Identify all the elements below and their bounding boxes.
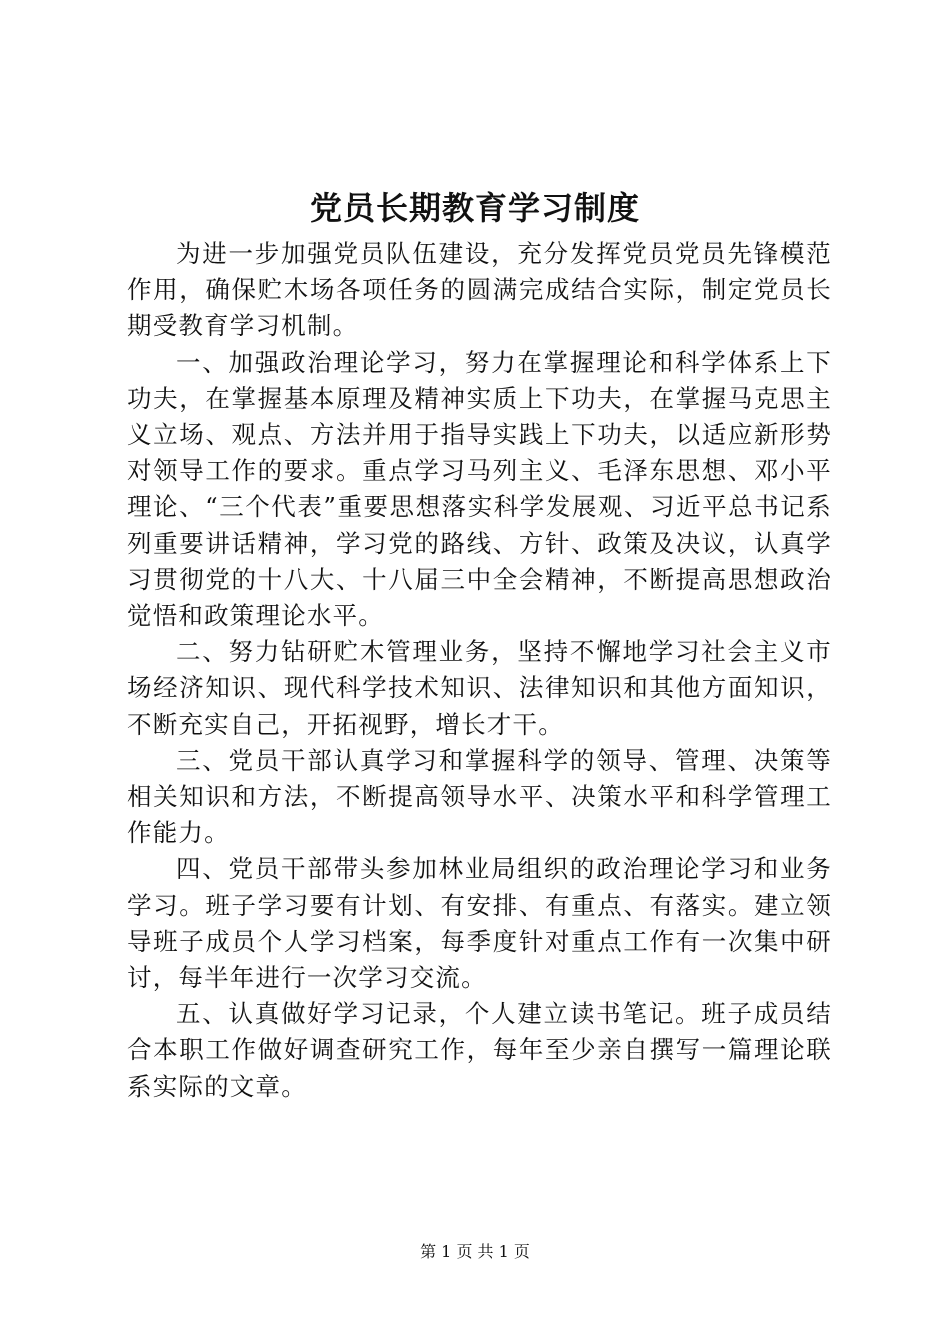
- paragraph-section-1: 一、加强政治理论学习，努力在掌握理论和科学体系上下功夫，在掌握基本原理及精神实质上下功夫，在掌握马克思主义立场、观点、方法并用于指导实践上下功夫，以适应新形势对领导工作的要求。重点学习马列主义、毛泽东思想、邓小平理论、“三个代表”重要思想落实科学发展观、习近平总书记系列重要讲话精神，学习党的路线、方针、政策及决议，认真学习贯彻党的十八大、十八届三中全会精神，不断提高思想政治觉悟和政策理论水平。: [127, 347, 832, 631]
- paragraph-section-3: 三、党员干部认真学习和掌握科学的领导、管理、决策等相关知识和方法，不断提高领导水平、决策水平和科学管理工作能力。: [127, 745, 832, 848]
- paragraph-section-4: 四、党员干部带头参加林业局组织的政治理论学习和业务学习。班子学习要有计划、有安排、有重点、有落实。建立领导班子成员个人学习档案，每季度针对重点工作有一次集中研讨，每半年进行一次学习交流。: [127, 854, 832, 993]
- paragraph-section-2: 二、努力钻研贮木管理业务，坚持不懈地学习社会主义市场经济知识、现代科学技术知识、法律知识和其他方面知识，不断充实自己，开拓视野，增长才干。: [127, 637, 832, 739]
- document-body: [127, 236, 832, 1105]
- paragraph-intro: 为进一步加强党员队伍建设，充分发挥党员党员先锋模范作用，确保贮木场各项任务的圆满完成结合实际，制定党员长期受教育学习机制。: [127, 239, 832, 341]
- page-footer: 第 1 页 共 1 页: [420, 1242, 530, 1261]
- paragraph-section-5: 五、认真做好学习记录，个人建立读书笔记。班子成员结合本职工作做好调查研究工作，每年至少亲自撰写一篇理论联系实际的文章。: [127, 999, 832, 1101]
- document-title: 党员长期教育学习制度: [309, 189, 640, 227]
